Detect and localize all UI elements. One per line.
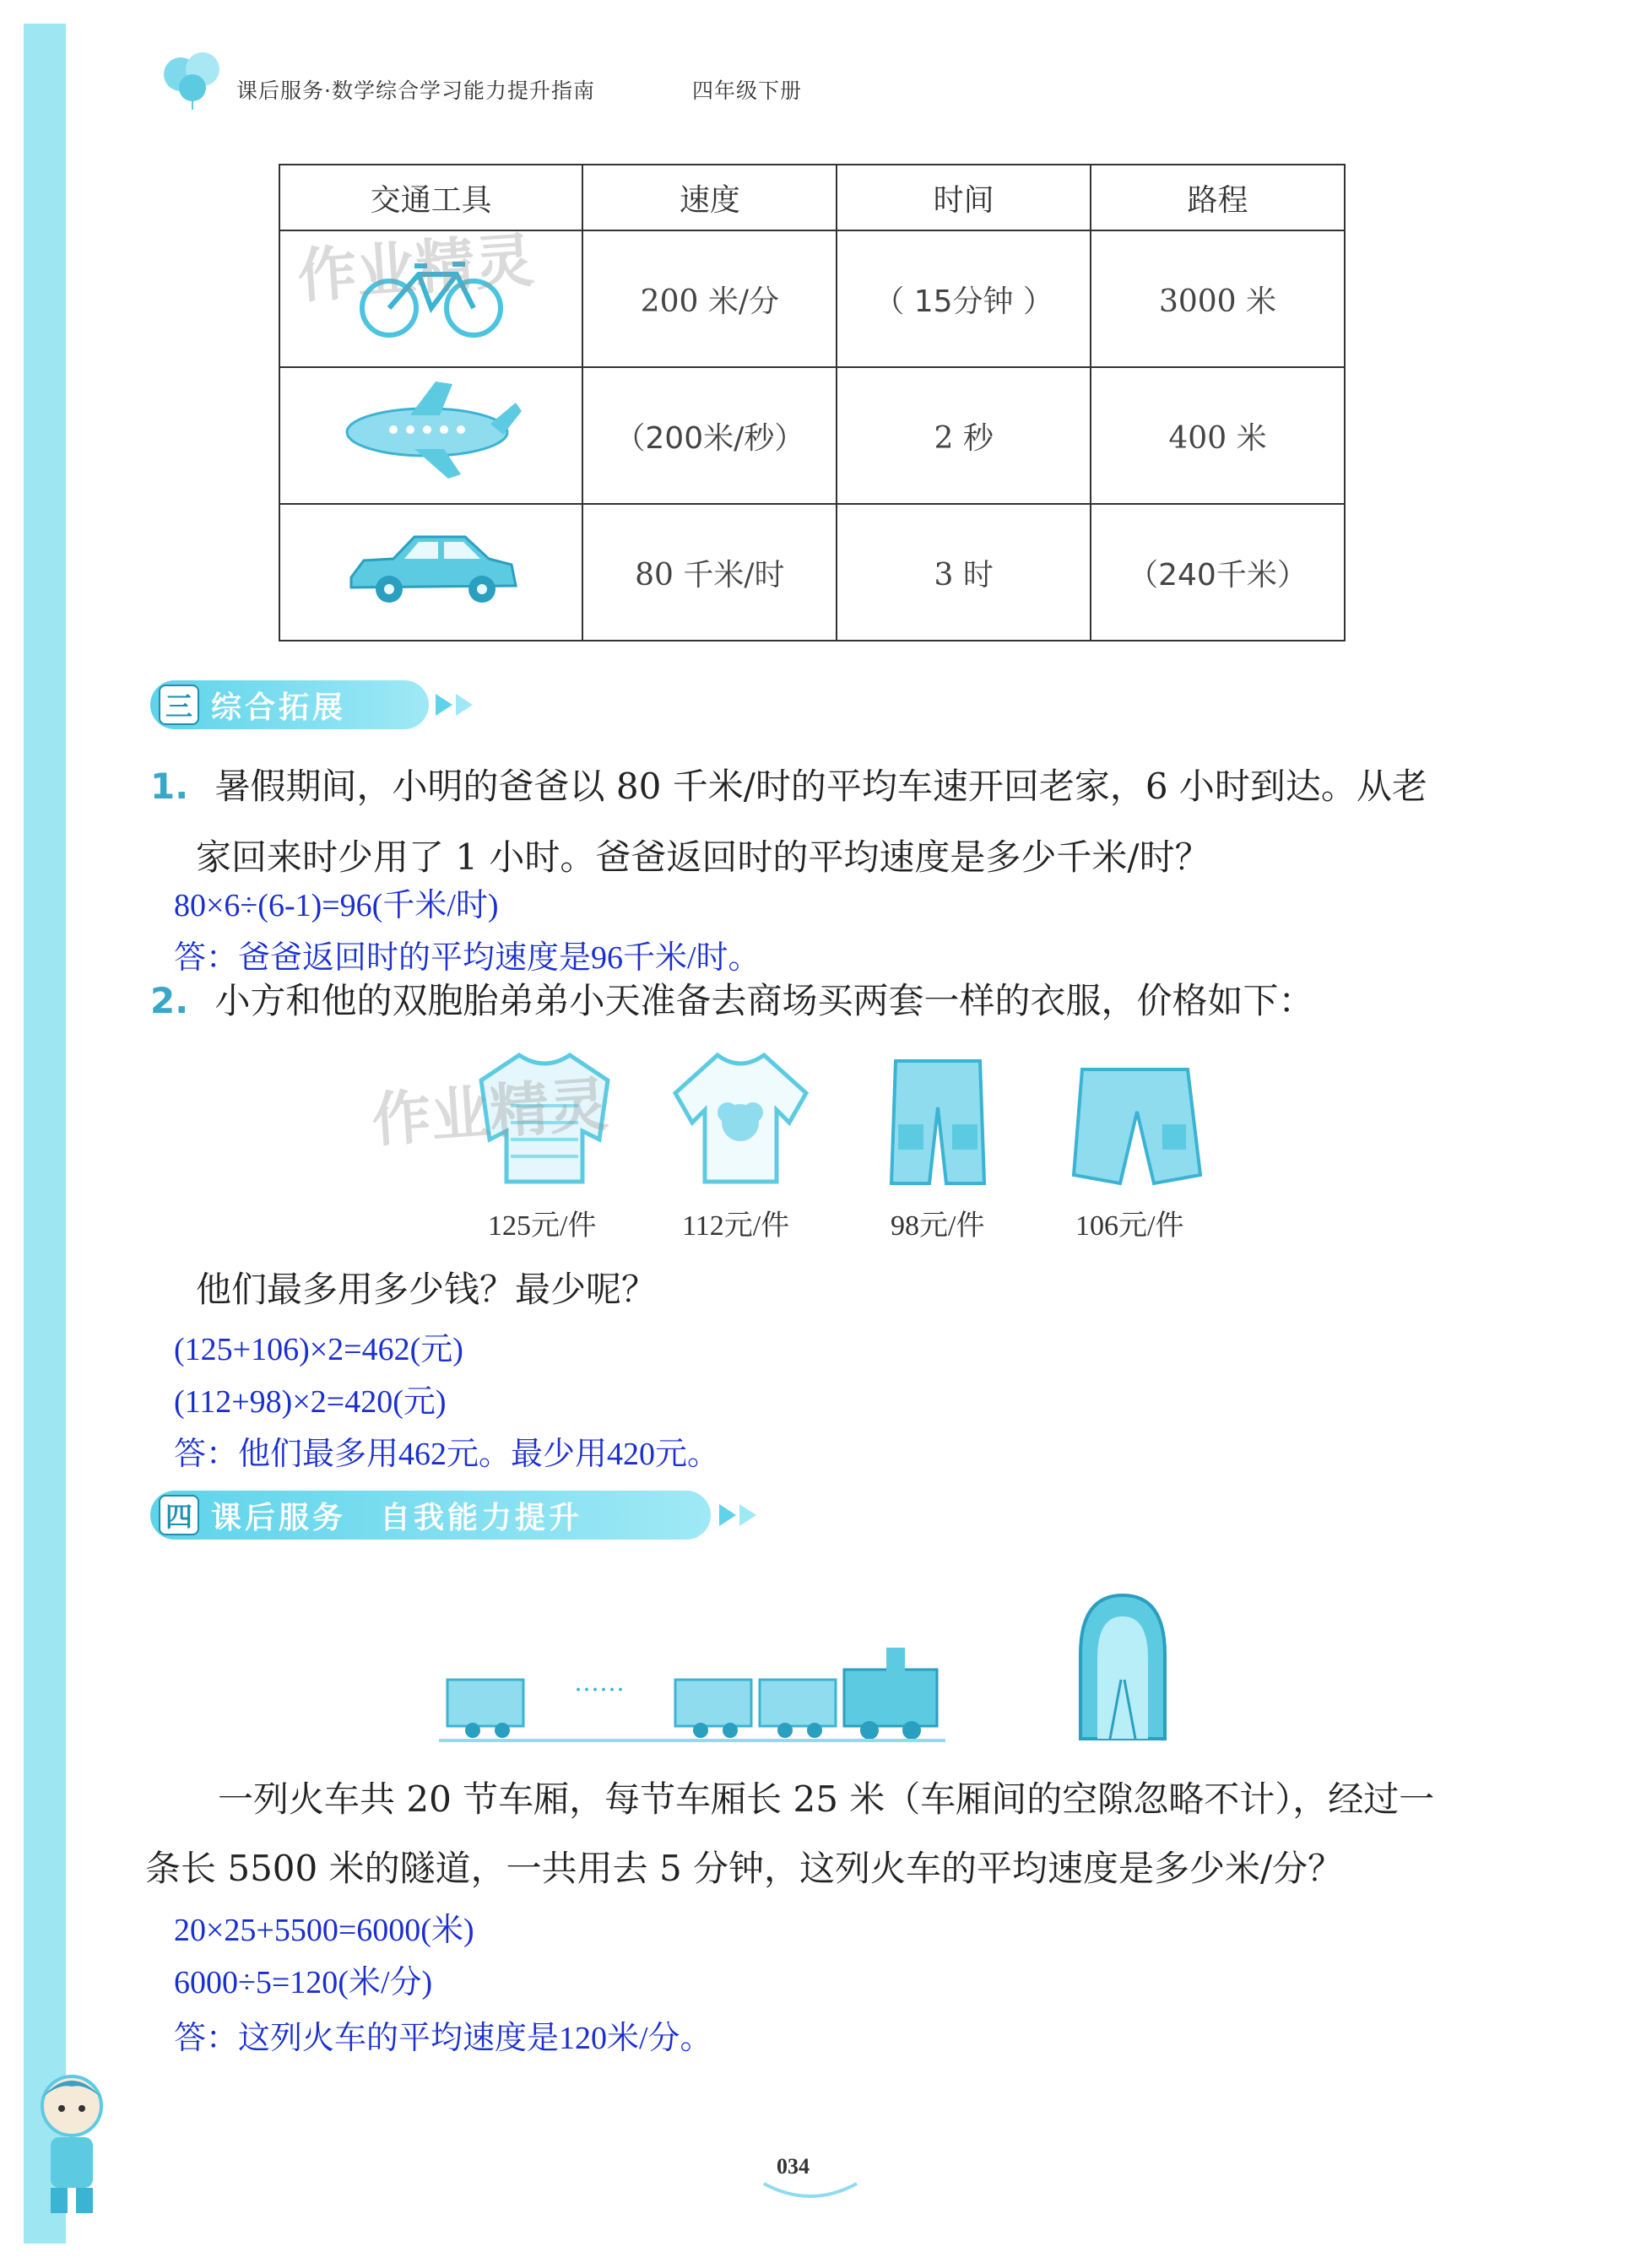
banner-arrow-icon xyxy=(719,1501,761,1529)
distance-cell: 3000 米 xyxy=(1091,230,1345,367)
question-2-answer: 答：他们最多用462元。最少用420元。 xyxy=(174,1437,720,1472)
section4-question-line2: 条长 5500 米的隧道，一共用去 5 分钟，这列火车的平均速度是多少米/分？ xyxy=(145,1848,1344,1889)
balloon-logo-icon xyxy=(159,44,226,111)
vehicle-cell xyxy=(279,504,582,641)
banner-arrow-icon xyxy=(436,690,478,719)
header-vehicle: 交通工具 xyxy=(279,165,582,230)
time-answer-cell: （ 15分钟 ） xyxy=(837,230,1091,367)
section4-work1: 20×25+5500=6000(米) xyxy=(174,1913,474,1948)
question-2-text-line1: 小方和他的双胞胎弟弟小天准备去商场买两套一样的衣服，价格如下： xyxy=(214,980,1314,1021)
question-2-line1 xyxy=(150,977,1501,1025)
price-pants: 98元/件 xyxy=(891,1210,985,1242)
header-grade: 四年级下册 xyxy=(692,78,803,103)
airplane-icon xyxy=(334,377,528,487)
section3-number: 三 xyxy=(159,685,199,725)
train-illustration xyxy=(439,1578,1199,1747)
section4-question-line1: 一列火车共 20 节车厢，每节车厢长 25 米（车厢间的空隙忽略不计），经过一 xyxy=(218,1778,1435,1820)
watermark: 作业精灵 xyxy=(295,225,536,311)
question-1-work: 80×6÷(6-1)=96(千米/时) xyxy=(174,888,499,923)
car-icon xyxy=(338,527,524,611)
section3-banner xyxy=(150,680,429,729)
speed-answer-cell: （200米/秒） xyxy=(582,367,837,504)
price-shorts: 106元/件 xyxy=(1075,1210,1184,1242)
question-1-answer: 答：爸爸返回时的平均速度是96千米/时。 xyxy=(174,940,761,976)
section4-banner xyxy=(150,1491,711,1540)
speed-cell: 80 千米/时 xyxy=(582,504,837,641)
page-number: 034 xyxy=(777,2154,810,2179)
question-1-text-line2: 家回来时少用了 1 小时。爸爸返回时的平均速度是多少千米/时？ xyxy=(196,836,1210,878)
distance-answer-cell: （240千米） xyxy=(1091,504,1345,641)
section3-label: 综合拓展 xyxy=(211,690,347,725)
question-1-number: 1. xyxy=(150,766,189,807)
question-2-number: 2. xyxy=(150,980,189,1021)
flower-shirt-icon xyxy=(667,1047,815,1190)
section4-number: 四 xyxy=(159,1495,199,1535)
pants-icon xyxy=(883,1057,993,1192)
price-shirt: 112元/件 xyxy=(682,1210,790,1242)
section4-answer: 答：这列火车的平均速度是120米/分。 xyxy=(174,2021,712,2056)
train-gap-dots: …… xyxy=(574,1668,625,1697)
vehicle-cell xyxy=(279,367,582,504)
question-2-work2: (112+98)×2=420(元) xyxy=(174,1384,447,1420)
time-cell: 3 时 xyxy=(837,504,1091,641)
header-speed: 速度 xyxy=(582,165,837,230)
header-time: 时间 xyxy=(837,165,1091,230)
time-cell: 2 秒 xyxy=(837,367,1091,504)
question-1-line1 xyxy=(150,763,1501,810)
header-distance: 路程 xyxy=(1091,165,1345,230)
question-2-work1: (125+106)×2=462(元) xyxy=(174,1332,463,1367)
header-title: 课后服务·数学综合学习能力提升指南 xyxy=(236,78,595,103)
question-1-text-line1: 暑假期间，小明的爸爸以 80 千米/时的平均车速开回老家，6 小时到达。从老 xyxy=(214,766,1427,807)
table-row xyxy=(279,504,1345,641)
shorts-icon xyxy=(1065,1065,1209,1192)
page-number-decoration xyxy=(760,2179,861,2205)
section4-work2: 6000÷5=120(米/分) xyxy=(174,1965,433,2000)
distance-cell: 400 米 xyxy=(1091,367,1345,504)
cartoon-boy-icon xyxy=(25,2060,118,2228)
section4-label: 课后服务 自我能力提升 xyxy=(211,1500,583,1535)
speed-cell: 200 米/分 xyxy=(582,230,837,367)
price-sweater: 125元/件 xyxy=(488,1210,597,1242)
table-row xyxy=(279,367,1345,504)
watermark: 作业精灵 xyxy=(369,1069,610,1156)
wavy-edge-decoration xyxy=(56,24,76,2244)
question-2-prompt: 他们最多用多少钱？最少呢？ xyxy=(196,1269,658,1310)
